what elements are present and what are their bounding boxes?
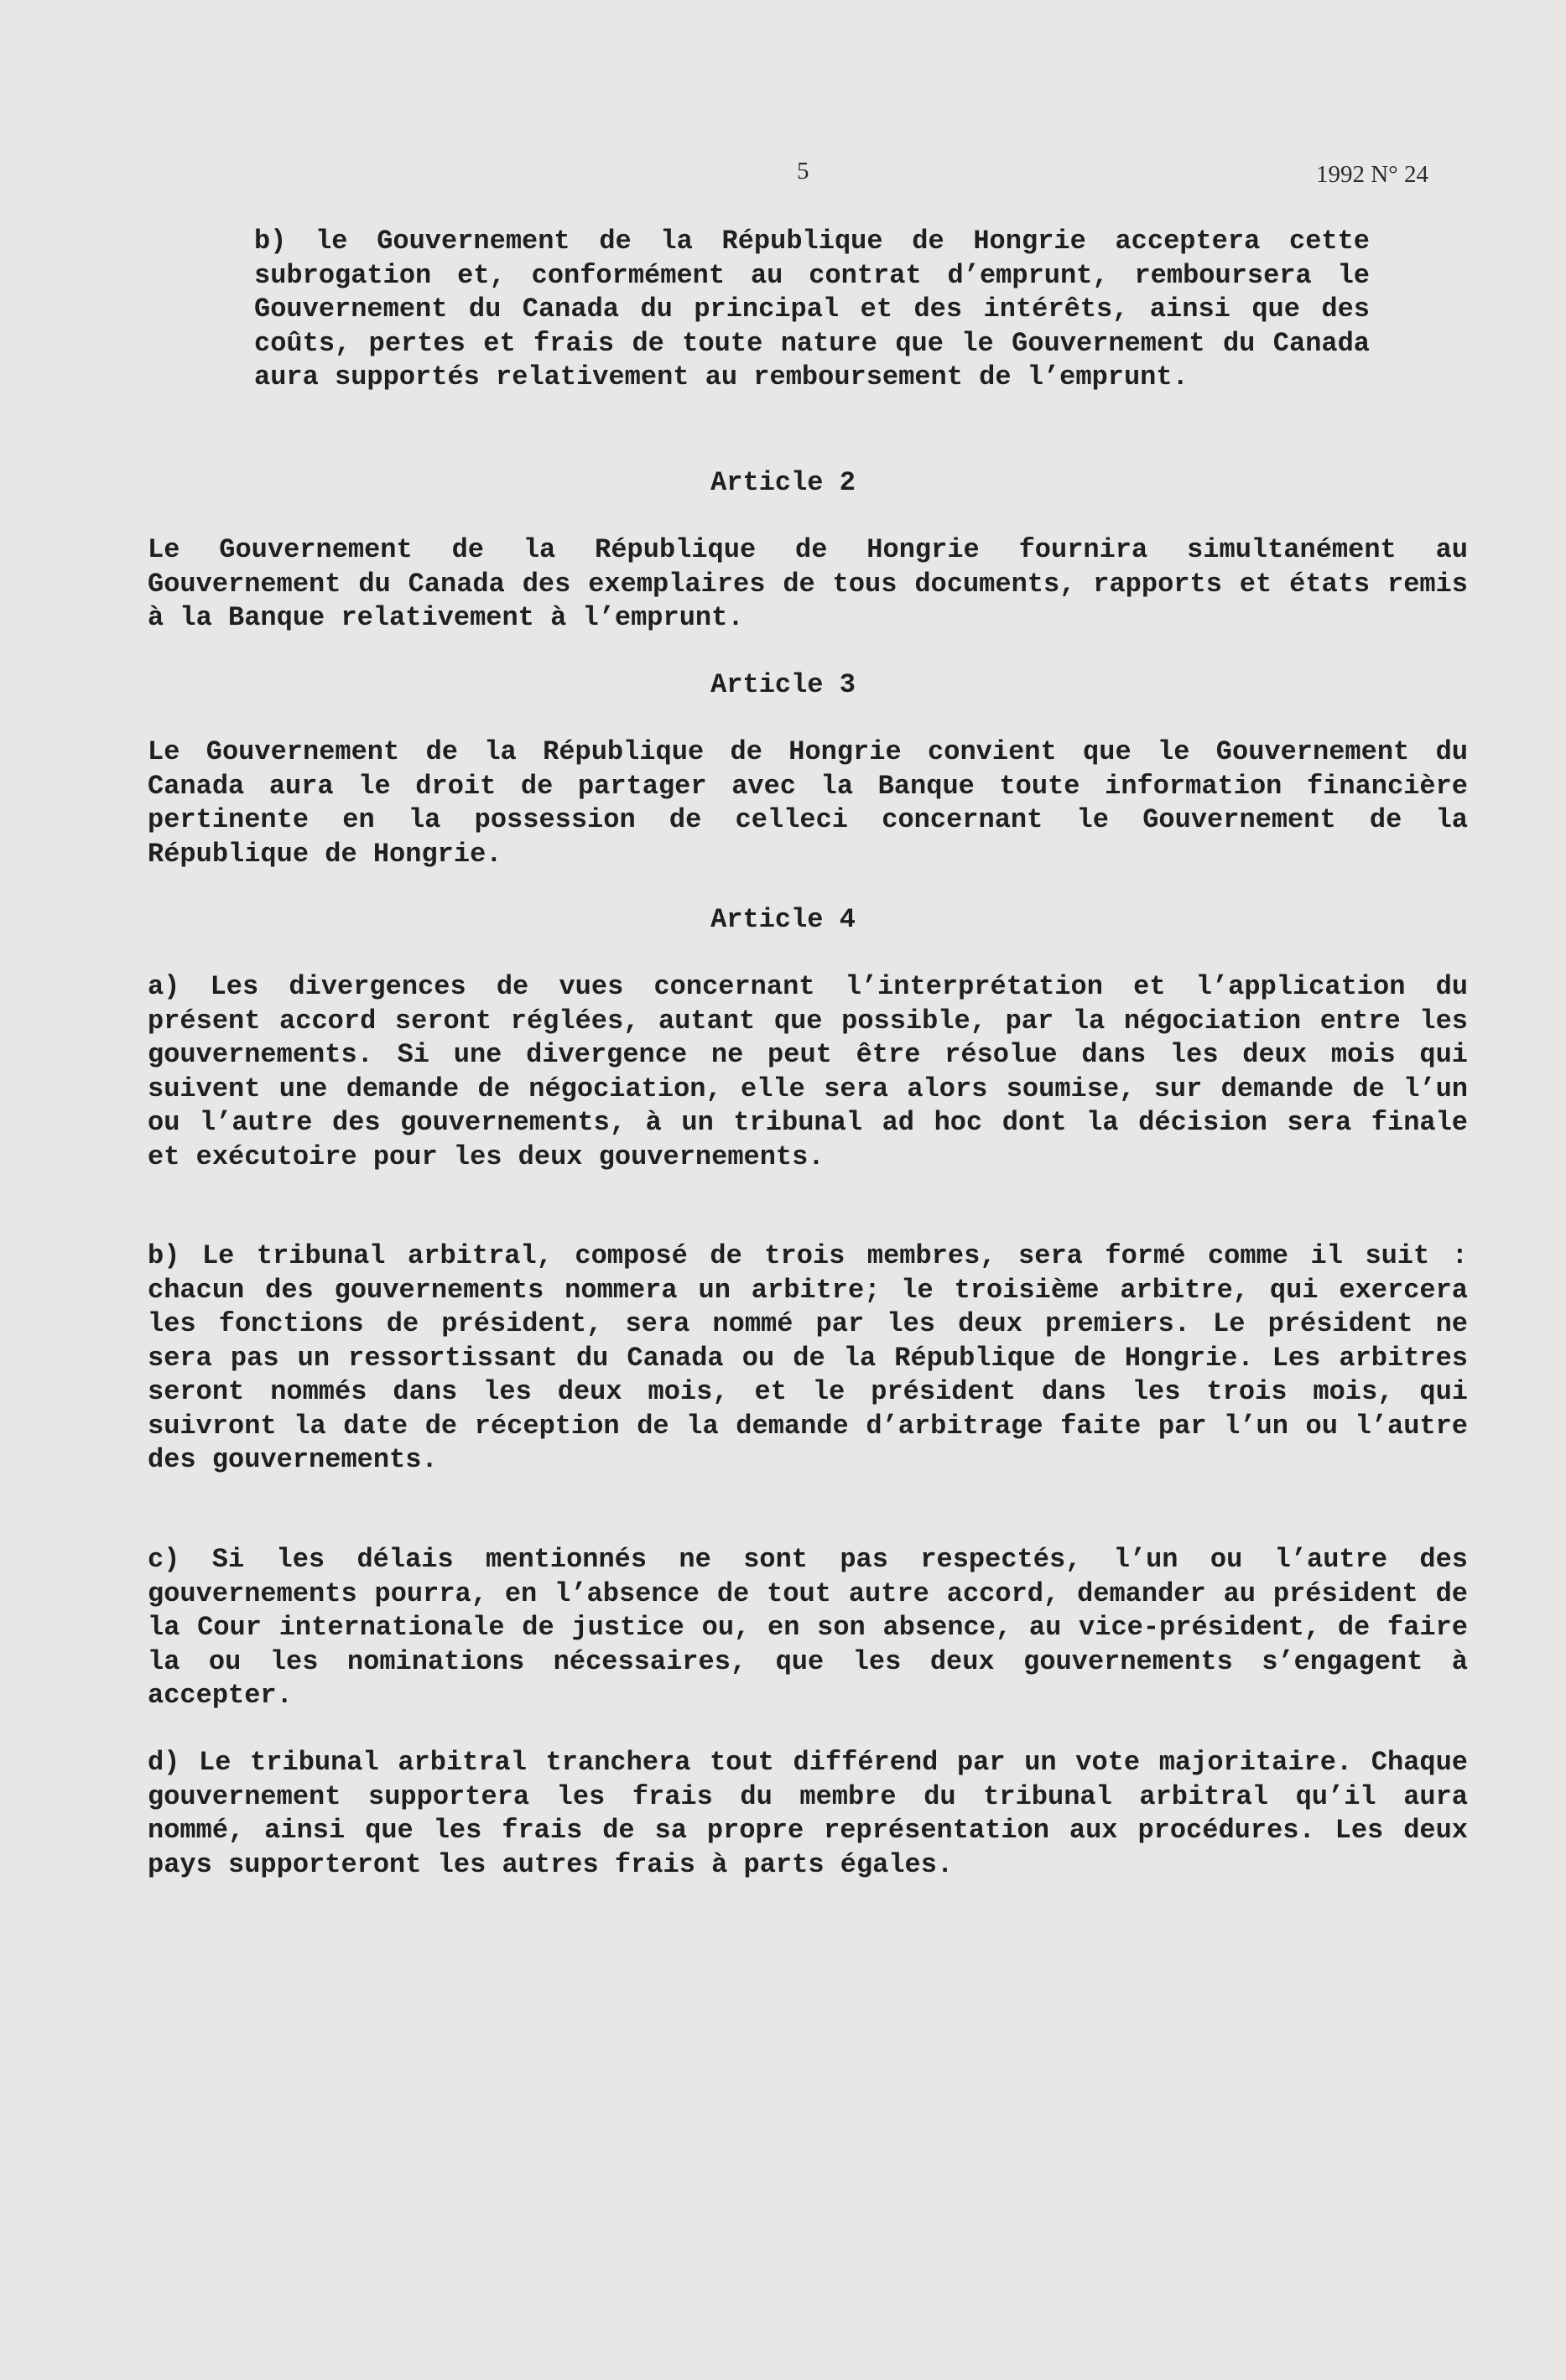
article-3-heading: Article 3 <box>710 669 856 700</box>
paragraph-text: Le Gouvernement de la République de Hongrie fournira simultanément au Gouvernement du Canada des exemplaires de tous documents, rapports et états remis à la Banque relativement à l’emprunt. <box>148 534 1468 633</box>
article-4-paragraph-b <box>148 1239 1468 1478</box>
paragraph-text: Le Gouvernement de la République de Hongrie convient que le Gouvernement du Canada aura le droit de partager avec la Banque toute information financière pertinente en la possession de celleci concernant le Gouvernement de la République de Hongrie. <box>148 736 1468 870</box>
paragraph-text: b) Le tribunal arbitral, composé de trois membres, sera formé comme il suit : chacun des gouvernements nommera un arbitre; le troisième arbitre, qui exercera les fonctions de président, sera nommé par les deux premiers. Le président ne sera pas un ressortissant du Canada ou de la République de Hongrie. Les arbitres seront nommés dans les deux mois, et le président dans les trois mois, qui suivront la date de réception de la demande d’arbitrage faite par l’un ou l’autre des gouvernements. <box>148 1240 1468 1475</box>
page-header <box>0 158 1566 200</box>
paragraph-b-subrogation <box>254 225 1370 395</box>
document-reference: 1992 N° 24 <box>1315 161 1428 188</box>
article-4-paragraph-a <box>148 970 1468 1174</box>
article-4-paragraph-d <box>148 1746 1468 1882</box>
paragraph-text: d) Le tribunal arbitral tranchera tout différend par un vote majoritaire. Chaque gouvernement supportera les frais du membre du tribunal arbitral qu’il aura nommé, ainsi que les frais de sa propre représentation aux procédures. Les deux pays supporteront les autres frais à parts égales. <box>148 1747 1468 1880</box>
article-4-paragraph-c <box>148 1543 1468 1713</box>
page-number: 5 <box>797 158 809 184</box>
paragraph-text: a) Les divergences de vues concernant l’interprétation et l’application du présent accord seront réglées, autant que possible, par la négociation entre les gouvernements. Si une divergence ne peut être résolue dans les deux mois qui suivent une demande de négociation, elle sera alors soumise, sur demande de l’un ou l’autre des gouvernements, à un tribunal ad hoc dont la décision sera finale et exécutoire pour les deux gouvernements. <box>148 971 1468 1172</box>
paragraph-text: b) le Gouvernement de la République de Hongrie acceptera cette subrogation et, conformément au contrat d’emprunt, remboursera le Gouvernement du Canada du principal et des intérêts, ainsi que des coûts, pertes et frais de toute nature que le Gouvernement du Canada aura supportés relativement au remboursement de l’emprunt. <box>254 226 1370 392</box>
paragraph-text: c) Si les délais mentionnés ne sont pas respectés, l’un ou l’autre des gouvernements pourra, en l’absence de tout autre accord, demander au président de la Cour internationale de justice ou, en son absence, au vice-président, de faire la ou les nominations nécessaires, que les deux gouvernements s’engagent à accepter. <box>148 1544 1468 1711</box>
article-2-heading: Article 2 <box>710 467 856 498</box>
article-3-body <box>148 735 1468 871</box>
article-4-heading: Article 4 <box>710 904 856 935</box>
article-2-body <box>148 533 1468 636</box>
